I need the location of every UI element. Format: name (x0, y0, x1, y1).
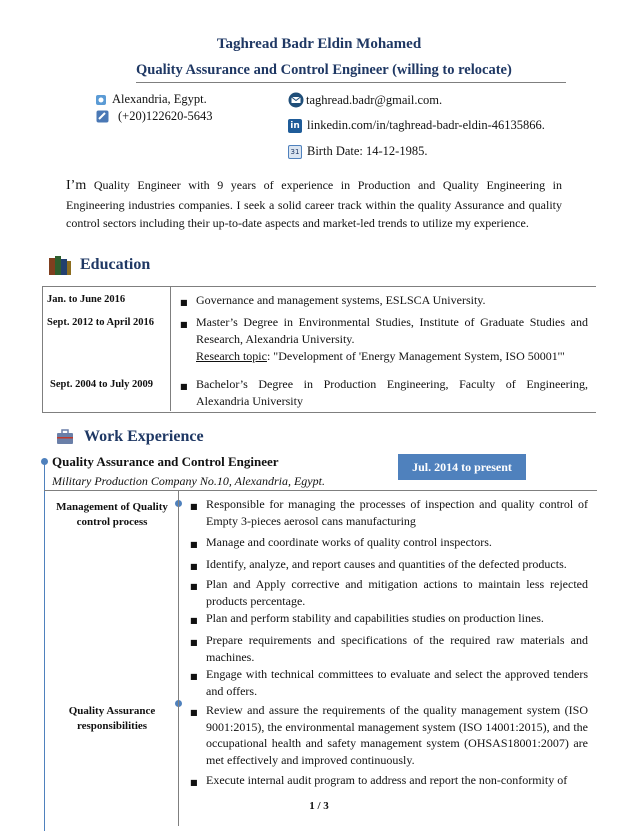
bullet-icon: ■ (190, 502, 198, 511)
headline-divider (136, 82, 566, 83)
calendar-icon: 31 (288, 145, 302, 159)
birth-date-text: Birth Date: 14-12-1985. (307, 144, 428, 158)
contact-birth-date (288, 144, 427, 159)
bullet-icon: ■ (190, 778, 198, 787)
education-column-divider (170, 286, 171, 411)
duty-item: ■ Identify, analyze, and report causes and quantities of the defected products. (190, 556, 588, 576)
bullet-icon: ■ (190, 708, 198, 717)
qa-section-label: Quality Assurance responsibilities (68, 705, 156, 732)
work-column-divider (178, 491, 179, 826)
job-divider (44, 490, 597, 491)
duty-item: ■ Prepare requirements and specifications of the required raw materials and machines. (190, 633, 588, 664)
linkedin-text[interactable]: linkedin.com/in/taghread-badr-eldin-46135866. (307, 118, 545, 132)
education-entry: ■ Governance and management systems, ESLSCA University. (180, 292, 588, 312)
work-experience-heading: Work Experience (56, 428, 204, 446)
research-topic (196, 349, 565, 364)
bullet-icon: ■ (180, 320, 188, 329)
bullet-icon: ■ (190, 562, 198, 571)
duty-item: ■ Manage and coordinate works of quality control inspectors. (190, 534, 588, 554)
education-date: Sept. 2004 to July 2009 (50, 379, 153, 390)
duty-item: ■ Plan and perform stability and capabilities studies on production lines. (190, 610, 588, 630)
duty-item: ■ Review and assure the requirements of the quality management system (ISO 9001:2015), the environmental management system (ISO 14001:2015), and the occupational health and safety management system (OHSAS18001:2007) are met effectively and improved continuously. (190, 703, 588, 767)
location-icon (94, 93, 107, 106)
education-heading: Education (48, 254, 150, 276)
email-text[interactable]: taghread.badr@gmail.com. (306, 92, 443, 107)
professional-summary (66, 176, 562, 233)
education-date: Jan. to June 2016 (47, 294, 126, 305)
headline: Quality Assurance and Control Engineer (willing to relocate) (136, 62, 512, 78)
summary-text: Quality Engineer with 9 years of experience in Production and Quality Engineering in Engineering industries companies. I seek a solid career track within the quality Assurance and quality control sectors including their up-to-date aspects and market-led trends to utilize my experience. (66, 178, 563, 230)
education-entry: ■ Bachelor’s Degree in Production Engineering, Faculty of Engineering, Alexandria University (180, 377, 588, 408)
bullet-icon: ■ (190, 540, 198, 549)
bullet-icon: ■ (190, 672, 198, 681)
linkedin-icon: in (288, 119, 302, 133)
duty-item: ■ Responsible for managing the processes of inspection and quality control of Empty 3-pieces aerosol cans manufacturing (190, 497, 588, 528)
briefcase-icon (56, 429, 74, 445)
contact-linkedin[interactable] (288, 118, 545, 133)
duty-item: ■ Execute internal audit program to address and report the non-conformity of (190, 772, 588, 792)
duty-item: ■ Plan and Apply corrective and mitigation actions to maintain less rejected products percentage. (190, 577, 588, 608)
phone-text: (+20)122620-5643 (118, 109, 213, 123)
job-title: Quality Assurance and Control Engineer (52, 454, 279, 469)
timeline-dot (41, 458, 48, 465)
candidate-name: Taghread Badr Eldin Mohamed (216, 36, 422, 52)
page-number: 1 / 3 (309, 800, 329, 812)
management-section-label: Management of Quality control process (56, 501, 168, 528)
company-name: Military Production Company No.10, Alexandria, Egypt. (52, 474, 325, 488)
bullet-icon: ■ (180, 298, 188, 307)
contact-email[interactable] (288, 92, 442, 108)
contact-phone (96, 109, 213, 124)
job-period-badge: Jul. 2014 to present (398, 454, 526, 480)
email-icon (288, 92, 304, 108)
summary-lead: I’m (66, 178, 87, 193)
bullet-icon: ■ (180, 382, 188, 391)
books-icon (48, 254, 72, 276)
education-date: Sept. 2012 to April 2016 (47, 317, 155, 328)
timeline-line (44, 461, 45, 831)
location-text: Alexandria, Egypt. (112, 92, 207, 106)
research-topic-text: : "Development of 'Energy Management System, ISO 50001'" (266, 349, 565, 363)
phone-icon (96, 110, 109, 123)
duty-item: ■ Engage with technical committees to evaluate and select the approved tenders and offers. (190, 667, 588, 698)
bullet-icon: ■ (190, 616, 198, 625)
research-topic-label: Research topic (196, 349, 267, 363)
contact-location (94, 92, 207, 107)
bullet-icon: ■ (190, 582, 198, 591)
bullet-icon: ■ (190, 638, 198, 647)
education-entry: ■ Master’s Degree in Environmental Studies, Institute of Graduate Studies and Research, Alexandria University. (180, 315, 588, 346)
